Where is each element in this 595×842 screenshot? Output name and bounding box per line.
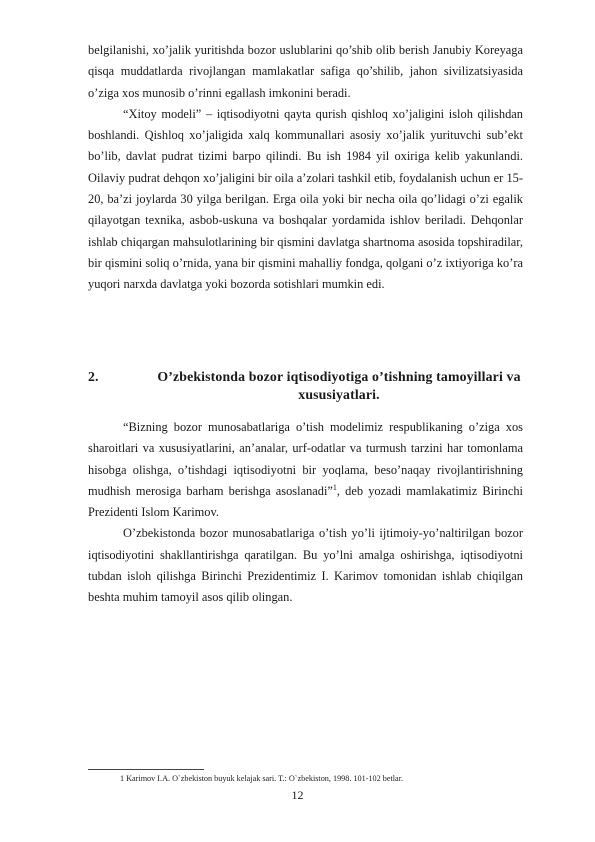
quote-tail: , deb yozadi mamlakatimiz Birinchi Prezidenti Islom Karimov.: [88, 483, 523, 520]
paragraph-china-model: “Xitoy modeli” – iqtisodiyotni qayta qurish qishloq xo’jaligini isloh qilishdan boshlandi. Qishloq xo’jaligida xalq kommunallari asosiy xo’jalik yurituvchi sub’ekt bo’lib, davlat pudrat tizimi barpo qilindi. Bu ish 1984 yil oxiriga kelib yakunlandi. Oilaviy pudrat dehqon xo’jaligini bir oila a’zolari tashkil etib, foydalanish uchun er 15-20, ba’zi joylarda 30 yilga berilgan. Erga oila yoki bir necha oila qo’lidagi o’zi egalik qilayotgan texnika, asbob-uskuna va boshqalar yordamida ishlov beriladi. Dehqonlar ishlab chiqargan mahsulotlarining bir qismini davlatga shartnoma asosida topshiradilar, bir qismini soliq o’rnida, yana bir qismini mahalliy fondga, qolgani o’z ixtiyoriga ko’ra yuqori narxda davlatga yoki bozorda sotishlari mumkin edi.: [88, 106, 523, 292]
paragraph-continued: belgilanishi, xo’jalik yuritishda bozor uslublarini qo’shib olib berish Janubiy Koreyaga qisqa muddatlarda rivojlangan mamlakatlar safiga qo’shilib, jahon sivilizatsiyasida o’ziga xos munosib o’rinni egallash imkonini beradi.: [88, 43, 523, 100]
footnote: 1 Karimov I.A. O`zbekiston buyuk kelajak sari. T.: O`zbekiston, 1998. 101-102 betlar.: [120, 774, 404, 783]
quote-text: “Bizning bozor munosabatlariga o’tish modelimiz respublikaning o’ziga xos sharoitlari va xususiyatlarini, an’analar, urf-odatlar va turmush tarzini har tomonlama hisobga olishga, o’tishdagi iqtisodiyotni bir yoqlama, beso’naqay rivojlantirishning mudhish merosiga barham berishga asoslanadi”: [88, 420, 523, 498]
page-number: 12: [291, 788, 304, 802]
section-heading: [88, 368, 548, 404]
footnote-divider: [88, 769, 204, 770]
paragraph-principles: O’zbekistonda bozor munosabatlariga o’tish yo’li ijtimoiy-yo’naltirilgan bozor iqtisodiyotini shakllantirishga qaratilgan. Bu yo’lni amalga oshirishga, iqtisodiyotni tubdan isloh qilishga Birinchi Prezidentimiz I. Karimov tomonidan ishlab chiqilgan beshta muhim tamoyil asos qilib olingan.: [88, 526, 523, 605]
footnote-ref[interactable]: 1: [332, 482, 337, 492]
section-number: 2.: [88, 369, 99, 384]
paragraph-quote: [88, 417, 523, 523]
section-title: O’zbekistonda bozor iqtisodiyotiga o’tishning tamoyillari va xususiyatlari.: [157, 369, 521, 402]
body-text-bottom: [88, 417, 523, 609]
body-text-top: [88, 40, 523, 296]
